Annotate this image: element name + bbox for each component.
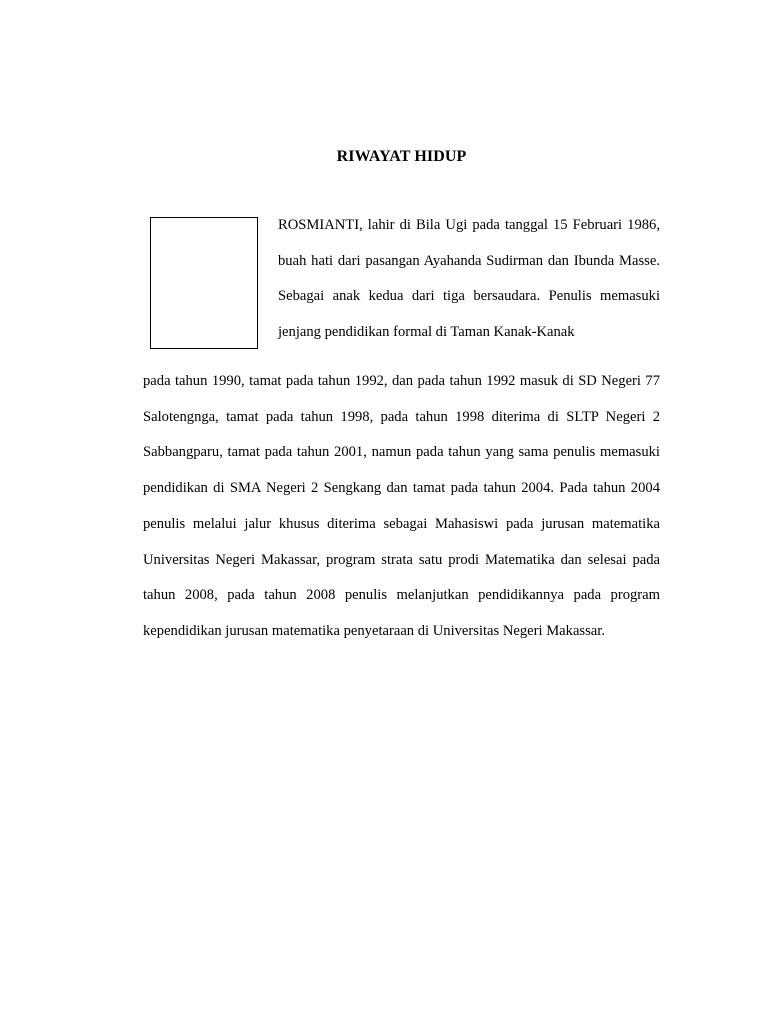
page-title: RIWAYAT HIDUP xyxy=(336,148,467,165)
intro-paragraph: ROSMIANTI, lahir di Bila Ugi pada tanggal 15 Februari 1986, buah hati dari pasangan Ayahanda Sudirman dan Ibunda Masse. Sebagai anak kedua dari tiga bersaudara. Penulis memasuki jenjang pendidikan formal di Taman Kanak-Kanak xyxy=(278,217,660,341)
photo-placeholder xyxy=(150,217,258,349)
body-paragraph: pada tahun 1990, tamat pada tahun 1992, dan pada tahun 1992 masuk di SD Negeri 77 Salotengnga, tamat pada tahun 1998, pada tahun 1998 diterima di SLTP Negeri 2 Sabbangparu, tamat pada tahun 2001, namun pada tahun yang sama penulis memasuki pendidikan di SMA Negeri 2 Sengkang dan tamat pada tahun 2004. Pada tahun 2004 penulis melalui jalur khusus diterima sebagai Mahasiswi pada jurusan matematika Universitas Negeri Makassar, program strata satu prodi Matematika dan selesai pada tahun 2008, pada tahun 2008 penulis melanjutkan pendidikannya pada program kependidikan jurusan matematika penyetaraan di Universitas Negeri Makassar. xyxy=(143,373,660,639)
